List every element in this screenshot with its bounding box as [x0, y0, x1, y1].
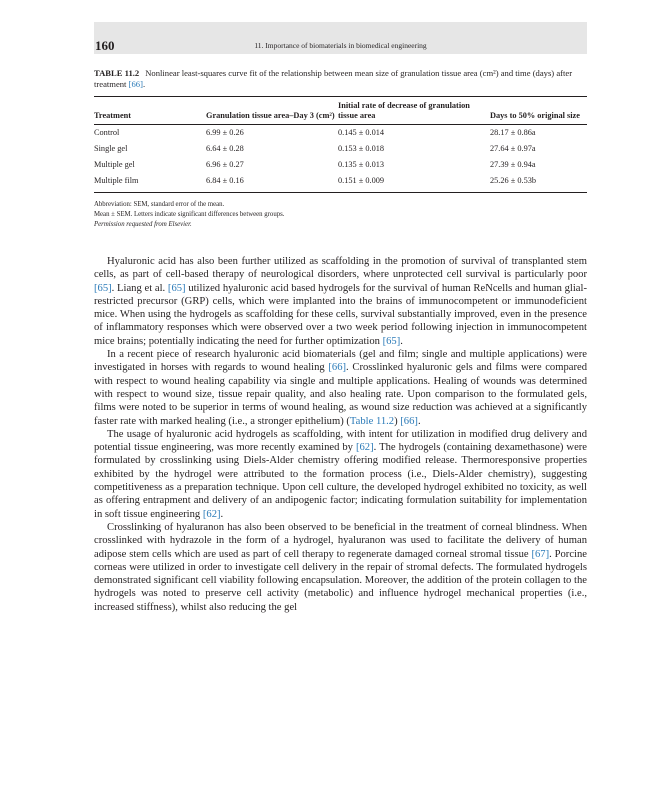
table-header-row [94, 97, 587, 125]
data-table [94, 96, 587, 193]
text-span: . The hydrogels (containing dexamethasone) were formulated by crosslinking using Diels-Alder chemistry offering modified release. Thermoresponsive properties exhibited by the hydrogel were attributed to the formation process (i.e., Diels-Alder chemistry), suggesting competitiveness as a preparation technique. Upon cell culture, the developed hydrogel exhibited no toxicity, as well as offering entrapment and delivery of an andipogenic factor; indicating formulation suitability for implementation in soft tissue engineering [94, 442, 588, 520]
caption-text: Nonlinear least-squares curve fit of the relationship between mean size of granulation tissue area (cm²) and time (days) after treatment [94, 68, 573, 89]
table-cell: 27.64 ± 0.97a [490, 144, 536, 153]
text-span: . Crosslinked hyaluronic gels and films were compared with respect to wound healing capability via single and multiple applications. Healing of wounds was determined with respect to wound size, tissue repair quality, and also healing rate. Upon comparison to the formulated gels, films were noted to be superior in terms of wound healing, as wound size reduction was achieved at a significantly faster rate with marked healing (i.e., a stronger epithelium) ( [94, 362, 587, 427]
caption-end: . [142, 79, 146, 89]
column-header: Days to 50% original size [490, 97, 587, 125]
table-cell: 0.151 ± 0.009 [338, 173, 490, 193]
table-cell: 28.17 ± 0.86a [490, 128, 536, 137]
paragraph [94, 255, 587, 348]
table-reference-link[interactable]: Table 11.2 [349, 415, 395, 427]
table-note: Mean ± SEM. Letters indicate significant differences between groups. [94, 211, 285, 218]
paragraph [94, 348, 587, 428]
running-head: 11. Importance of biomaterials in biomedical engineering [254, 41, 427, 50]
paragraph [94, 521, 587, 614]
text-span: . Liang et al. [111, 282, 168, 294]
table-cell: 0.145 ± 0.014 [338, 128, 385, 137]
table-cell: 6.64 ± 0.28 [206, 144, 244, 153]
table-cell: 6.96 ± 0.27 [206, 160, 244, 169]
text-span: . [400, 335, 403, 347]
table-notes [94, 200, 284, 230]
table-cell: Single gel [94, 144, 128, 153]
column-header: Granulation tissue area–Day 3 (cm²) [206, 97, 338, 125]
text-span: utilized hyaluronic acid based hydrogels for the survival of human ReNcells and human glial-restricted precursor (GRP) cells, which were implanted into the brains of immunocompetent or immunodeficient mice. When using the hydrogels as scaffolding for these cells, survival substantially improved, even in the presence of inflammatory responses which were observed over a two week period following injection in immunocompetent mice brains; potentially indicating the need for further optimization [94, 282, 587, 347]
table-row [94, 141, 587, 157]
text-span: . Porcine corneas were utilized in order to investigate cell delivery in the repair of stromal defects. The formulated hydrogels demonstrated significant cell viability following encapsulation. Moreover, the addition of the protein collagen to the hydrogels was noted to preserve cell activity (metabolic) and influence hydrogel mechanical properties (i.e., increased stiffness), whilst also reducing the gel [94, 548, 587, 613]
citation-link[interactable]: [66] [128, 79, 143, 89]
table-cell: 6.84 ± 0.16 [206, 173, 338, 193]
paragraph [94, 428, 587, 521]
table-cell: 25.26 ± 0.53b [490, 173, 587, 193]
text-span: . [220, 508, 224, 520]
column-header: Initial rate of decrease of granulation tissue area [338, 97, 490, 125]
text-span: ) [394, 415, 401, 427]
column-header: Treatment [94, 97, 206, 125]
text-span: The usage of hyaluronic acid hydrogels as scaffolding, with intent for utilization in modified drug delivery and potential tissue engineering, was more recently examined by [94, 428, 587, 454]
table-row [94, 125, 587, 142]
citation-link[interactable]: [65] [167, 282, 186, 294]
text-span: Crosslinking of hyaluranon has also been observed to be beneficial in the treatment of corneal blindness. When crosslinked with hydrazole in the form of a hydrogel, hyaluranon was used to facilitate the delivery of human adipose stem cells which are used as part of cell therapy to regenerate damaged corneal stromal tissue [94, 521, 587, 560]
citation-link[interactable]: [66] [400, 415, 418, 427]
text-span: In a recent piece of research hyaluronic acid biomaterials (gel and film; single and multiple applications) were investigated in horses with regards to wound healing [94, 349, 587, 374]
citation-link[interactable]: [65] [382, 335, 401, 347]
text-span: Hyaluronic acid has also been further utilized as scaffolding in the promotion of survival of transplanted stem cells, as part of cell-based therapy of neurological disorders, where unprotected cell survival is particularly poor [94, 256, 587, 281]
text-span: . [417, 415, 421, 427]
table-cell: Multiple gel [94, 160, 135, 169]
table-label: TABLE 11.2 [94, 68, 140, 78]
table-row [94, 157, 587, 173]
table-cell: 6.99 ± 0.26 [206, 128, 244, 137]
table-cell: 0.153 ± 0.018 [338, 144, 385, 153]
table-cell: 0.135 ± 0.013 [338, 160, 385, 169]
citation-link[interactable]: [66] [328, 362, 347, 374]
table-row [94, 173, 587, 193]
citation-link[interactable]: [67] [531, 548, 550, 560]
citation-link[interactable]: [62] [202, 508, 221, 520]
table-caption [94, 68, 587, 90]
table-note: Abbreviation: SEM, standard error of the mean. [94, 201, 225, 208]
citation-link[interactable]: [62] [355, 442, 374, 454]
table-cell: Control [94, 128, 120, 137]
table-cell: Multiple film [94, 173, 206, 193]
body-text [94, 255, 587, 614]
page-number: 160 [95, 38, 115, 53]
citation-link[interactable]: [65] [94, 282, 112, 294]
permission-note: Permission requested from Elsevier. [94, 221, 192, 228]
table-cell: 27.39 ± 0.94a [490, 160, 536, 169]
